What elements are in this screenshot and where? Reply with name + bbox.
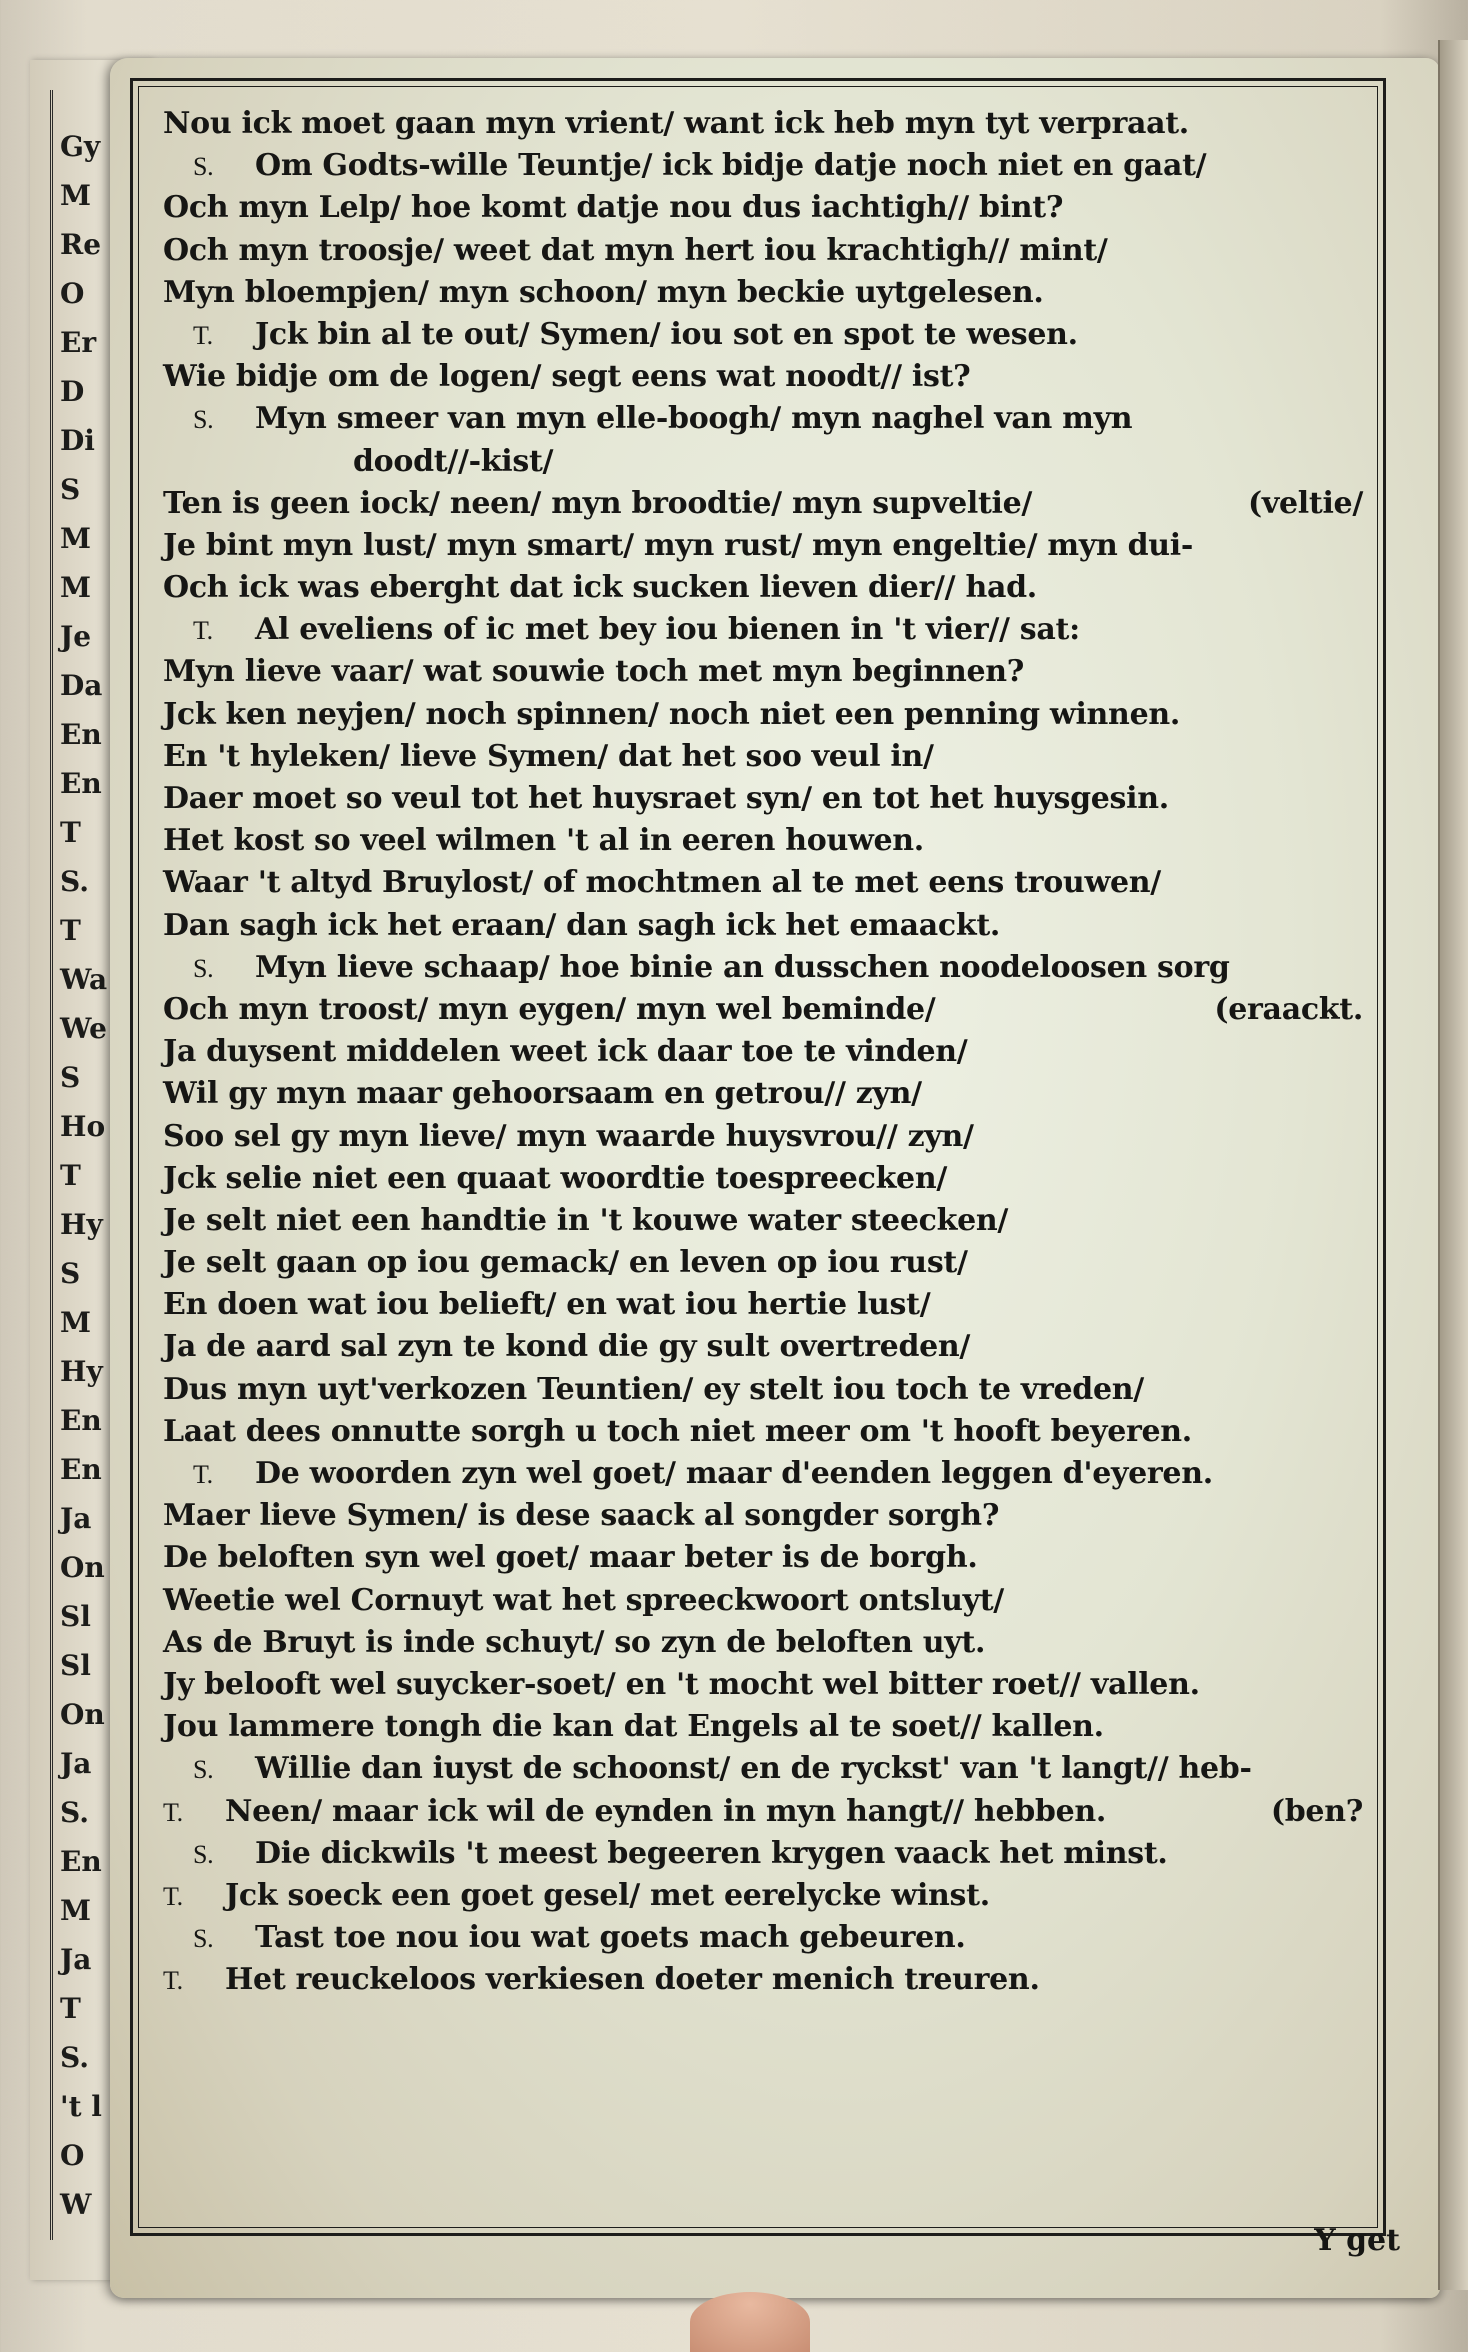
previous-page-fragment: S. xyxy=(60,1796,89,1829)
previous-page-fragment: O xyxy=(60,277,85,310)
verse-text-line: Het kost so veel wilmen 't al in eeren houwen. xyxy=(163,823,924,859)
previous-page-fragment: Hy xyxy=(60,1355,103,1388)
verse-line xyxy=(163,820,1363,862)
previous-page-fragment: T xyxy=(60,1159,81,1192)
verse-line xyxy=(163,1580,1363,1622)
verse-line xyxy=(163,1622,1363,1664)
previous-page-fragment: T xyxy=(60,914,81,947)
verse-line xyxy=(163,1073,1363,1115)
speaker-label: S. xyxy=(193,1924,214,1954)
previous-page-fragment: S. xyxy=(60,2041,89,2074)
verse-line xyxy=(163,1791,1363,1833)
previous-page-fragment: Da xyxy=(60,669,103,702)
verse-text-line: En doen wat iou belieft/ en wat iou hertie lust/ xyxy=(163,1287,931,1323)
verse-line xyxy=(163,103,1363,145)
previous-page-fragment: W xyxy=(60,2188,92,2221)
verse-text-line: Wie bidje om de logen/ segt eens wat noodt// ist? xyxy=(163,359,971,395)
verse-text-line: Neen/ maar ick wil de eynden in myn hangt// hebben. xyxy=(225,1793,1107,1829)
previous-page-fragment: Sl xyxy=(60,1600,91,1633)
verse-text-line: Nou ick moet gaan myn vrient/ want ick heb myn tyt verpraat. xyxy=(163,106,1189,141)
verse-text-line: De beloften syn wel goet/ maar beter is de borgh. xyxy=(163,1540,978,1576)
verse-text-line: Je selt gaan op iou gemack/ en leven op iou rust/ xyxy=(163,1245,968,1281)
verse-line xyxy=(163,609,1363,651)
verse-line xyxy=(163,1031,1363,1073)
verse-line xyxy=(163,736,1363,778)
verse-text-line: Tast toe nou iou wat goets mach gebeuren. xyxy=(255,1920,966,1956)
verse-text-line: Die dickwils 't meest begeeren krygen vaack het minst. xyxy=(255,1835,1168,1871)
previous-page-fragment: En xyxy=(60,1404,102,1437)
previous-page-fragment: Ho xyxy=(60,1110,106,1143)
verse-text-line: Dan sagh ick het eraan/ dan sagh ick het emaackt. xyxy=(163,907,1001,943)
previous-page-fragment: En xyxy=(60,767,102,800)
previous-page-fragment: 't l xyxy=(60,2090,102,2123)
previous-page-fragment: M xyxy=(60,571,91,604)
verse-line xyxy=(163,1158,1363,1200)
page-border xyxy=(130,78,1386,2236)
previous-page-fragment: Hy xyxy=(60,1208,103,1241)
previous-page-fragment: S xyxy=(60,1257,81,1290)
previous-page-fragment: Wa xyxy=(60,963,108,996)
verse-line xyxy=(163,1959,1363,2001)
previous-page-fragment: Sl xyxy=(60,1649,91,1682)
verse-line xyxy=(163,1411,1363,1453)
verse-line xyxy=(163,1242,1363,1284)
verse-text-line: Je bint myn lust/ myn smart/ myn rust/ myn engeltie/ myn dui- xyxy=(163,527,1194,563)
verse-text-line: Jou lammere tongh die kan dat Engels al te soet// kallen. xyxy=(163,1709,1104,1745)
next-page-edge xyxy=(1438,40,1468,2290)
speaker-label: S. xyxy=(193,953,214,983)
verse-text-line: Jck selie niet een quaat woordtie toespreecken/ xyxy=(163,1160,948,1196)
verse-line xyxy=(163,1833,1363,1875)
verse-line xyxy=(163,441,1363,483)
thumb xyxy=(690,2292,810,2352)
verse-text-line: Och myn Lelp/ hoe komt datje nou dus iachtigh// bint? xyxy=(163,190,1064,226)
verse-text-line: Daer moet so veul tot het huysraet syn/ en tot het huysgesin. xyxy=(163,781,1169,816)
verse-text-line: Jck bin al te out/ Symen/ iou sot en spot te wesen. xyxy=(255,316,1078,352)
verse-text-line: Jck soeck een goet gesel/ met eerelycke winst. xyxy=(225,1877,990,1913)
speaker-label: T. xyxy=(193,1460,213,1489)
previous-page-fragment: En xyxy=(60,718,102,751)
verse-text-line: De woorden zyn wel goet/ maar d'eenden leggen d'eyeren. xyxy=(255,1456,1213,1491)
verse-text-line: Willie dan iuyst de schoonst/ en de ryckst' van 't langt// heb- xyxy=(255,1751,1252,1787)
verse-line xyxy=(163,314,1363,356)
verse-line xyxy=(163,1537,1363,1579)
verse-line xyxy=(163,1917,1363,1959)
verse-text-line: Al eveliens of ic met bey iou bienen in 't vier// sat: xyxy=(255,612,1080,648)
verse-line xyxy=(163,1326,1363,1368)
turnover-text: (eraackt. xyxy=(1214,991,1363,1027)
speaker-label: T. xyxy=(163,1797,183,1827)
verse-line xyxy=(163,947,1363,989)
previous-page-fragment: Er xyxy=(60,326,97,359)
verse-line xyxy=(163,905,1363,947)
verse-line xyxy=(163,1200,1363,1242)
verse-text-line: Myn bloempjen/ myn schoon/ myn beckie uytgelesen. xyxy=(163,274,1044,310)
previous-page-fragment: M xyxy=(60,1306,91,1339)
verse-text-line: Je selt niet een handtie in 't kouwe water steecken/ xyxy=(163,1202,1009,1238)
verse-text-line: Ja de aard sal zyn te kond die gy sult overtreden/ xyxy=(163,1329,971,1365)
verse-line xyxy=(163,1453,1363,1495)
speaker-label: T. xyxy=(193,616,213,646)
previous-page-fragment: Ja xyxy=(60,1502,92,1535)
verse-text-line: Jy belooft wel suycker-soet/ en 't mocht wel bitter roet// vallen. xyxy=(163,1666,1200,1702)
verse-text-line: Het reuckeloos verkiesen doeter menich treuren. xyxy=(225,1962,1040,1998)
turnover-text: (veltie/ xyxy=(1247,485,1363,521)
verse-line xyxy=(163,230,1363,272)
speaker-label: T. xyxy=(163,1881,183,1911)
verse-line xyxy=(163,1748,1363,1790)
turnover-text: (ben? xyxy=(1270,1793,1363,1829)
verse-text-line: Ja duysent middelen weet ick daar toe te vinden/ xyxy=(163,1034,968,1070)
speaker-label: S. xyxy=(193,1839,214,1869)
previous-page-fragment: Ja xyxy=(60,1943,92,1976)
previous-page-fragment: En xyxy=(60,1453,102,1486)
verse-text-line: doodt//-kist/ xyxy=(353,443,554,479)
previous-page-fragment: O xyxy=(60,2139,85,2172)
verse-line xyxy=(163,187,1363,229)
previous-page-fragment: M xyxy=(60,1894,91,1927)
verse-text xyxy=(163,103,1363,2001)
verse-text-line: Wil gy myn maar gehoorsaam en getrou// zyn/ xyxy=(163,1076,922,1112)
book-page xyxy=(110,58,1440,2298)
verse-text-line: Dus myn uyt'verkozen Teuntien/ ey stelt iou toch te vreden/ xyxy=(163,1371,1144,1407)
speaker-label: T. xyxy=(193,320,213,350)
verse-text-line: Maer lieve Symen/ is dese saack al songder sorgh? xyxy=(163,1498,1000,1534)
verse-line xyxy=(163,272,1363,314)
previous-page-fragment: We xyxy=(60,1012,107,1045)
previous-page-fragment: Ja xyxy=(60,1747,92,1780)
previous-page-fragment: D xyxy=(60,375,85,408)
verse-line xyxy=(163,694,1363,736)
previous-page-fragment: On xyxy=(60,1698,105,1731)
verse-line xyxy=(163,1369,1363,1411)
speaker-label: S. xyxy=(193,152,214,182)
previous-page-fragment: Re xyxy=(60,228,102,261)
verse-text-line: As de Bruyt is inde schuyt/ so zyn de beloften uyt. xyxy=(163,1624,986,1660)
previous-page-fragment: S. xyxy=(60,865,89,898)
verse-line xyxy=(163,1664,1363,1706)
verse-line xyxy=(163,1495,1363,1537)
verse-line xyxy=(163,1706,1363,1748)
verse-text-line: Laat dees onnutte sorgh u toch niet meer om 't hooft beyeren. xyxy=(163,1413,1192,1449)
verse-text-line: Myn smeer van myn elle-boogh/ myn naghel van myn xyxy=(255,401,1133,437)
speaker-label: S. xyxy=(193,405,214,435)
previous-page-fragment: T xyxy=(60,816,81,849)
previous-page-fragment: Je xyxy=(60,620,92,653)
verse-line xyxy=(163,862,1363,904)
previous-page-fragment: M xyxy=(60,522,91,555)
verse-line xyxy=(163,567,1363,609)
previous-page-fragment: Di xyxy=(60,424,95,457)
speaker-label: T. xyxy=(163,1966,183,1996)
verse-line xyxy=(163,356,1363,398)
previous-page-fragment: M xyxy=(60,179,91,212)
verse-line xyxy=(163,1875,1363,1917)
verse-line xyxy=(163,651,1363,693)
catchword: Y get xyxy=(1314,2223,1400,2258)
verse-text-line: Jck ken neyjen/ noch spinnen/ noch niet een penning winnen. xyxy=(163,696,1181,732)
verse-text-line: En 't hyleken/ lieve Symen/ dat het soo veul in/ xyxy=(163,738,934,774)
speaker-label: S. xyxy=(193,1755,214,1785)
verse-line xyxy=(163,145,1363,187)
verse-line xyxy=(163,1284,1363,1326)
previous-page-fragment: Gy xyxy=(60,130,101,163)
previous-page-fragment: S xyxy=(60,473,81,506)
previous-page-fragment: S xyxy=(60,1061,81,1094)
verse-text-line: Och myn troosje/ weet dat myn hert iou krachtigh// mint/ xyxy=(163,232,1108,268)
previous-page-fragment: On xyxy=(60,1551,105,1584)
verse-line xyxy=(163,525,1363,567)
verse-text-line: Och myn troost/ myn eygen/ myn wel beminde/ xyxy=(163,991,936,1027)
verse-line xyxy=(163,483,1363,525)
verse-line xyxy=(163,778,1363,820)
previous-page-fragment: T xyxy=(60,1992,81,2025)
verse-text-line: Myn lieve schaap/ hoe binie an dusschen noodeloosen sorg xyxy=(255,949,1230,985)
verse-text-line: Waar 't altyd Bruylost/ of mochtmen al te met eens trouwen/ xyxy=(163,865,1161,901)
verse-text-line: Ten is geen iock/ neen/ myn broodtie/ myn supveltie/ xyxy=(163,485,1033,521)
verse-text-line: Myn lieve vaar/ wat souwie toch met myn beginnen? xyxy=(163,654,1025,690)
verse-line xyxy=(163,1116,1363,1158)
verse-text-line: Weetie wel Cornuyt wat het spreeckwoort ontsluyt/ xyxy=(163,1582,1004,1618)
verse-line xyxy=(163,398,1363,440)
verse-text-line: Och ick was eberght dat ick sucken lieven dier// had. xyxy=(163,570,1037,606)
verse-text-line: Soo sel gy myn lieve/ myn waarde huysvrou// zyn/ xyxy=(163,1118,974,1154)
verse-line xyxy=(163,989,1363,1031)
previous-page-fragment: En xyxy=(60,1845,102,1878)
verse-text-line: Om Godts-wille Teuntje/ ick bidje datje noch niet en gaat/ xyxy=(255,148,1207,184)
